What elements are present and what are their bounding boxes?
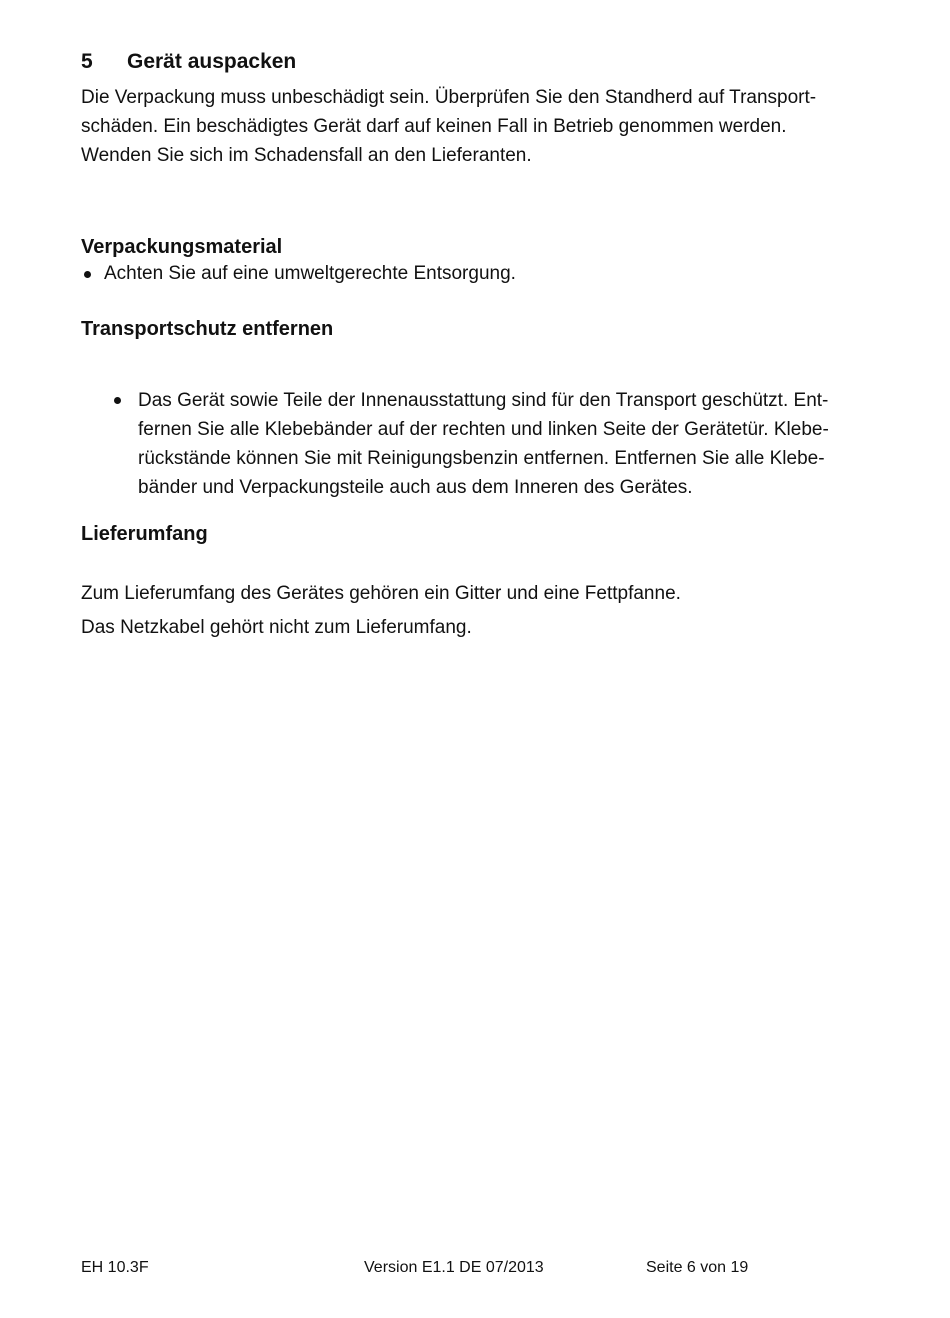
- transport-line: rückstände können Sie mit Reinigungsbenzin entfernen. Entfernen Sie alle Klebe-: [138, 448, 825, 469]
- footer-page-number: Seite 6 von 19: [646, 1259, 749, 1276]
- packaging-heading: Verpackungsmaterial: [81, 236, 283, 258]
- bullet-icon: [114, 397, 121, 404]
- transport-heading: Transportschutz entfernen: [81, 318, 334, 340]
- footer-version: Version E1.1 DE 07/2013: [364, 1259, 544, 1276]
- section-title: Gerät auspacken: [127, 50, 297, 73]
- intro-line: Wenden Sie sich im Schadensfall an den Lieferanten.: [81, 145, 532, 166]
- delivery-heading: Lieferumfang: [81, 523, 208, 545]
- intro-line: Die Verpackung muss unbeschädigt sein. Überprüfen Sie den Standherd auf Transport-: [81, 87, 817, 108]
- delivery-line-1: Zum Lieferumfang des Gerätes gehören ein Gitter und eine Fettpfanne.: [81, 583, 681, 604]
- transport-line: bänder und Verpackungsteile auch aus dem Inneren des Gerätes.: [138, 477, 693, 498]
- intro-paragraph: [81, 83, 901, 173]
- intro-line: schäden. Ein beschädigtes Gerät darf auf keinen Fall in Betrieb genommen werden.: [81, 116, 787, 137]
- section-number: 5: [81, 50, 93, 73]
- transport-bullet-paragraph: [138, 386, 903, 506]
- transport-line: Das Gerät sowie Teile der Innenausstattung sind für den Transport geschützt. Ent-: [138, 390, 829, 411]
- packaging-bullet-text: Achten Sie auf eine umweltgerechte Entsorgung.: [104, 263, 516, 284]
- delivery-line-2: Das Netzkabel gehört nicht zum Lieferumfang.: [81, 617, 472, 638]
- footer-model: EH 10.3F: [81, 1259, 149, 1276]
- transport-line: fernen Sie alle Klebebänder auf der rechten und linken Seite der Gerätetür. Klebe-: [138, 419, 829, 440]
- bullet-icon: [84, 271, 91, 278]
